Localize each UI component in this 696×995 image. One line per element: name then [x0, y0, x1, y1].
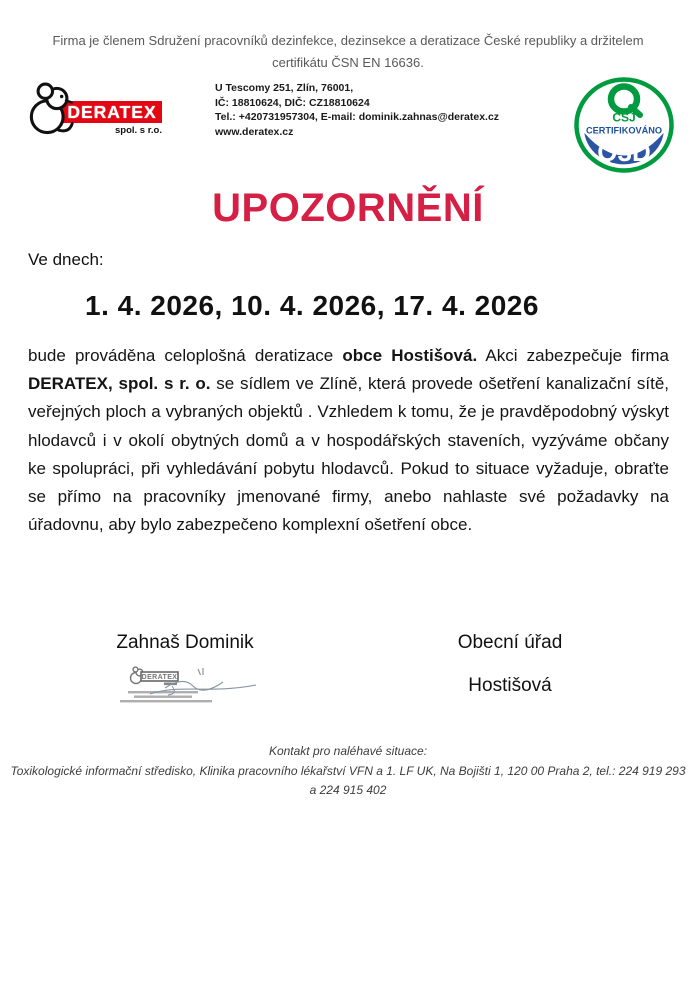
signature-stamp	[110, 664, 260, 714]
footer-phone-line: a 224 915 402	[309, 783, 387, 797]
logo-wordmark: DERATEX	[62, 101, 162, 123]
footer-contact-line: Toxikologické informační středisko, Klinika pracovního lékařství VFN a 1. LF UK, Na Bojišti 1, 120 00 Praha 2, tel.: 224 919 293	[10, 763, 686, 778]
notice-body-paragraph	[28, 342, 669, 539]
body-bold-village: obce Hostišová.	[342, 346, 478, 365]
intro-label: Ve dnech:	[28, 250, 104, 269]
body-bold-company: DERATEX, spol. s r. o.	[28, 374, 211, 394]
body-text-segment: se sídlem ve Zlíně, která provede ošetření kanalizační sítě, veřejných ploch a vybraných objektů . Vzhledem k tomu, že je pravděpodobný výskyt hlodavců i v okolí obytných domů a v hospodářských staveních, vyzýváme občany ke spolupráci, při vyhledávání pobytu hlodavců. Pokud to situace vyžaduje, obraťte se přímo na pracovníky jmenované firmy, anebo nahlaste své požadavky na úřadovnu, aby bylo zabezpečeno komplexní ošetření obce.	[28, 374, 669, 535]
body-text-segment: bude prováděna celoplošná deratizace	[28, 346, 343, 365]
contact-ids-line: IČ: 18810624, DIČ: CZ18810624	[215, 96, 370, 109]
mouse-logo-icon	[28, 82, 78, 138]
badge-org-text: ČSJ	[612, 110, 636, 125]
membership-disclaimer: Firma je členem Sdružení pracovníků dezinfekce, dezinsekce a deratizace České republiky a držitelem certifikátu ČSN EN 16636.	[52, 33, 644, 70]
contact-address-line: U Tescomy 251, Zlín, 76001,	[215, 82, 354, 94]
badge-certified-text: CERTIFIKOVÁNO	[585, 125, 663, 136]
signature-left-column	[60, 632, 310, 714]
logo-subtitle: spol. s r.o.	[115, 125, 162, 136]
stamp-and-scribble-icon	[110, 664, 260, 714]
footer-heading: Kontakt pro naléhavé situace:	[268, 744, 428, 758]
deratex-logo	[28, 84, 206, 142]
signer-name: Zahnaš Dominik	[116, 632, 254, 653]
stamp-label-text: DERATEX	[141, 674, 178, 682]
contact-tel-email-line: Tel.: +420731957304, E-mail: dominik.zahnas@deratex.cz	[215, 111, 500, 123]
signature-right-column	[400, 632, 620, 697]
contact-website-line: www.deratex.cz	[215, 125, 294, 138]
page-title: UPOZORNĚNÍ	[212, 186, 484, 230]
company-contact-block	[215, 81, 499, 139]
q3d-certification-badge-icon	[574, 77, 674, 173]
body-text-segment: Akci zabezpečuje firma	[477, 346, 669, 365]
deratization-dates: 1. 4. 2026, 10. 4. 2026, 17. 4. 2026	[85, 290, 539, 321]
badge-q3d-text: Q3D	[597, 137, 651, 167]
office-name: Obecní úřad	[457, 632, 563, 653]
office-village: Hostišová	[468, 675, 552, 696]
emergency-contact-footer	[0, 742, 696, 801]
